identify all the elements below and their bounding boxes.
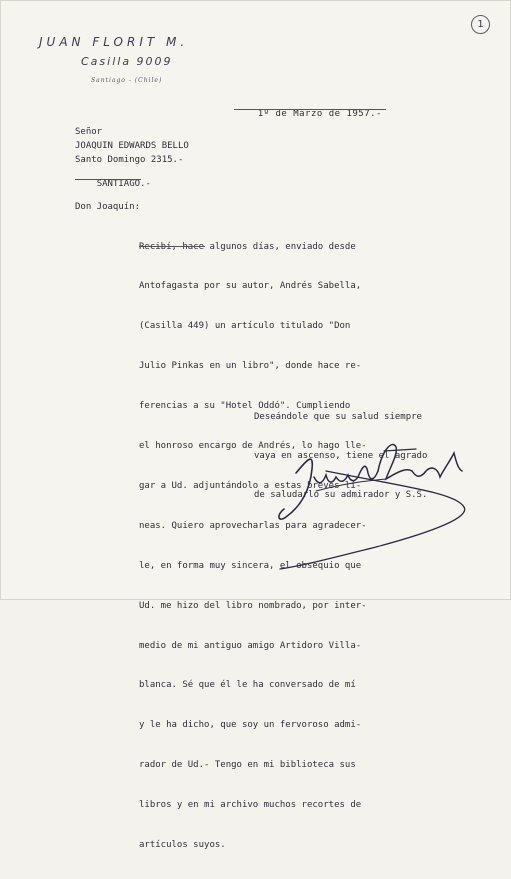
letterhead-name: JUAN FLORIT M. bbox=[39, 35, 189, 49]
date-underline bbox=[234, 109, 386, 110]
recipient-title: Señor bbox=[75, 127, 103, 137]
body-line: Antofagasta por su autor, Andrés Sabella, bbox=[139, 281, 362, 292]
letter-date bbox=[234, 99, 382, 139]
casilla-underline bbox=[139, 246, 205, 247]
body-line: (Casilla 449) un artículo titulado "Don bbox=[139, 321, 351, 332]
body-line: y le ha dicho, que soy un fervoroso admi- bbox=[139, 720, 362, 731]
recipient-city-text: SANTIAGO.- bbox=[96, 179, 151, 189]
body-line: neas. Quiero aprovecharlas para agradecer- bbox=[139, 520, 367, 531]
body-line: le, en forma muy sincera, el obsequio que bbox=[139, 560, 362, 571]
letterhead-box-number: Casilla 9009 bbox=[81, 55, 173, 68]
body-line: libros y en mi archivo muchos recortes de bbox=[139, 800, 362, 811]
closing-line: Deseándole que su salud siempre bbox=[254, 412, 422, 422]
body-line: Julio Pinkas en un libro", donde hace re- bbox=[139, 361, 362, 372]
body-line: Ud. me hizo del libro nombrado, por inter- bbox=[139, 600, 367, 611]
recipient-name: JOAQUIN EDWARDS BELLO bbox=[75, 141, 189, 151]
body-line: ferencias a su "Hotel Oddó". Cumpliendo bbox=[139, 401, 351, 412]
body-line: rador de Ud.- Tengo en mi biblioteca sus bbox=[139, 760, 356, 771]
closing-line: vaya en ascenso, tiene el agrado bbox=[254, 451, 428, 461]
page-number-circle: 1 bbox=[471, 15, 490, 34]
closing-line: de saludarlo su admirador y S.S. bbox=[254, 490, 428, 500]
letter-date-text: 1º de Marzo de 1957.- bbox=[257, 109, 382, 119]
body-line: medio de mi antiguo amigo Artidoro Villa- bbox=[139, 640, 362, 651]
salutation: Don Joaquín: bbox=[75, 202, 141, 212]
body-line: gar a Ud. adjuntándolo a estas breves lí- bbox=[139, 480, 362, 491]
body-line: Recibí, hace algunos días, enviado desde bbox=[139, 241, 356, 252]
body-line: blanca. Sé que él le ha conversado de mí bbox=[139, 680, 356, 691]
body-line: artículos suyos. bbox=[139, 839, 226, 850]
recipient-street: Santo Domingo 2315.- bbox=[75, 155, 184, 165]
handwritten-signature bbox=[256, 421, 486, 571]
body-line: el honroso encargo de Andrés, lo hago lle- bbox=[139, 441, 367, 452]
city-underline bbox=[75, 179, 141, 180]
letterhead-city: Santiago - (Chile) bbox=[91, 77, 163, 84]
